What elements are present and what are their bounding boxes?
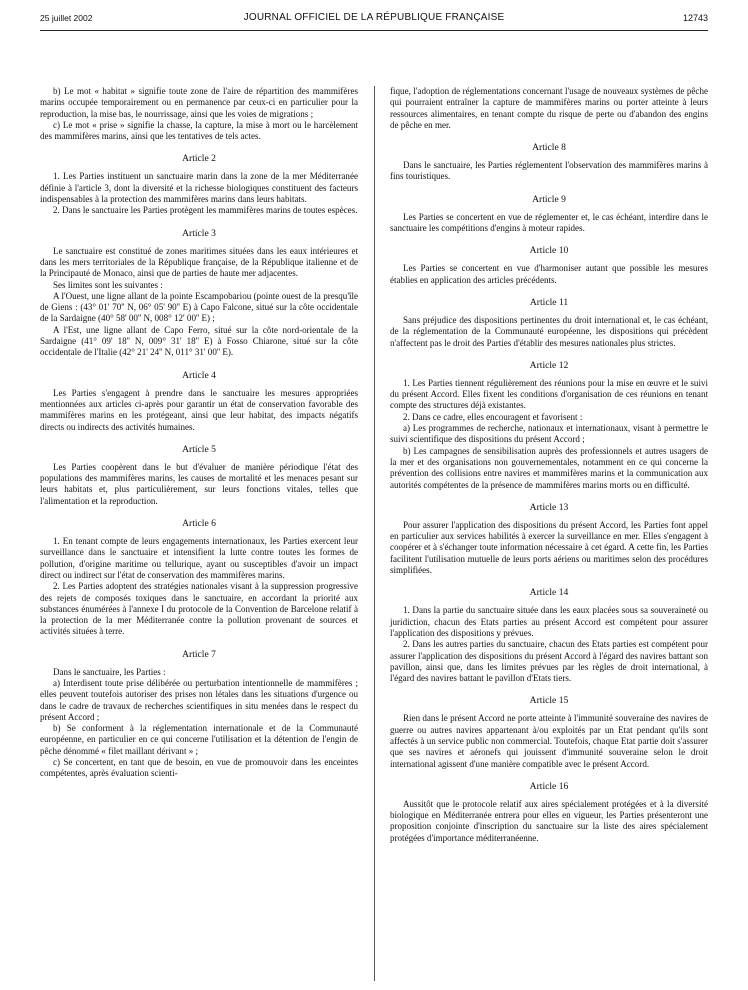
article-4-paragraph-1: Les Parties s'engagent à prendre dans le sanctuaire les mesures appropriées mentionnées aux articles ci-après pour garantir un état de conservation favorable des mammifères marins en les protégeant, ainsi que leur habitat, des impacts négatifs directs ou indirects des activités humaines. [40, 387, 358, 432]
definition-habitat: b) Le mot « habitat » signifie toute zone de l'aire de répartition des mammifères marins occupée temporairement ou en permanence par ceux-ci en particulier pour la reproduction, la mise bas, le nourrissage, ainsi que les voies de migrations ; [40, 86, 358, 119]
left-column [40, 86, 358, 780]
article-13-paragraph-1: Pour assurer l'application des dispositions du présent Accord, les Parties font appel en particulier aux services habilités à exercer la surveillance en mer. Elles s'engagent à coopérer et à s'échanger toute information nécessaire à cet égard. A cette fin, les Parties facilitent l'utilisation mutuelle de leurs ports aériens ou maritimes selon des procédures simplifiées. [390, 519, 708, 576]
article-10-title: Article 10 [529, 245, 569, 257]
header-date: 25 juillet 2002 [40, 13, 93, 23]
article-7-item-b: b) Se conforment à la réglementation internationale et de la Communauté européenne, en particulier en ce qui concerne l'utilisation et la détention de l'engin de pêche dénommé « filet maillant dérivant » ; [40, 723, 358, 756]
article-10-paragraph-1: Les Parties se concertent en vue d'harmoniser autant que possible les mesures établies en application des articles précédents. [390, 263, 708, 285]
article-12-paragraph-1: 1. Les Parties tiennent régulièrement des réunions pour la mise en œuvre et le suivi du présent Accord. Elles fixent les conditions d'organisation de ces réunions en tenant compte des structures déjà existantes. [390, 377, 708, 411]
article-12-paragraph-2: 2. Dans ce cadre, elles encouragent et favorisent : [403, 411, 583, 422]
article-7-item-a: a) Interdisent toute prise délibérée ou perturbation intentionnelle de mammifères ; elles peuvent toutefois autoriser des prises non létales dans les situations d'urgence ou dans le cadre de travaux de recherches scientifiques in situ menées dans le respect du présent Accord ; [40, 677, 358, 722]
article-7-item-c-continued: fique, l'adoption de réglementations concernant l'usage de nouveaux systèmes de pêche qui pourraient entraîner la capture de mammifères marins ou porter atteinte à leurs ressources alimentaires, en tenant compte du risque de perte ou d'abandon des engins de pêche en mer. [390, 86, 708, 130]
definition-prise: c) Le mot « prise » signifie la chasse, la capture, la mise à mort ou le harcèlement des mammifères marins, ainsi que les tentatives de tels actes. [40, 119, 358, 142]
article-7-title: Article 7 [182, 648, 216, 660]
article-7-item-c: c) Se concertent, en tant que de besoin, en vue de promouvoir dans les enceintes compétentes, après évaluation scienti- [40, 757, 358, 779]
article-14-title: Article 14 [529, 587, 569, 599]
article-12-item-a: a) Les programmes de recherche, nationaux et internationaux, visant à permettre le suivi scientifique des dispositions du présent Accord ; [390, 423, 708, 445]
article-8-paragraph-1: Dans le sanctuaire, les Parties réglementent l'observation des mammifères marins à fins touristiques. [390, 160, 708, 182]
header-title: JOURNAL OFFICIEL DE LA RÉPUBLIQUE FRANÇAISE [243, 12, 505, 23]
header-page-number: 12743 [682, 13, 708, 23]
article-2-paragraph-1: 1. Les Parties instituent un sanctuaire marin dans la zone de la mer Méditerranée définie à l'article 3, dont la diversité et la richesse biologiques constituent des facteurs indispensables à la protection des mammifères marins dans leurs habitats. [40, 171, 358, 205]
article-3-paragraph-3: A l'Ouest, une ligne allant de la pointe Escampobariou (pointe ouest de la presqu'île de Giens : (43° 01' 70'' N, 06° 05' 90'' E) à Capo Falcone, situé sur la côte occidentale de la Sardaigne (40° 58' 00'' N, 008° 12' 00'' E) ; [40, 290, 358, 324]
article-15-title: Article 15 [529, 695, 569, 707]
page-header [40, 12, 708, 31]
article-4-title: Article 4 [182, 369, 216, 381]
article-6-paragraph-1: 1. En tenant compte de leurs engagements internationaux, les Parties exercent leur surveillance dans le sanctuaire et intensifient la lutte contre toutes les formes de pollution, d'origine maritime ou tellurique, ayant ou susceptibles d'avoir un impact direct ou indirect sur l'état de conservation des mammifères marins. [40, 536, 358, 580]
article-11-paragraph-1: Sans préjudice des dispositions pertinentes du droit international et, le cas échéant, de la réglementation de la Communauté européenne, les dispositions qui précèdent n'affectent pas le droit des Parties d'établir des mesures nationales plus strictes. [390, 314, 708, 348]
article-3-title: Article 3 [182, 227, 216, 239]
article-5-paragraph-1: Les Parties coopèrent dans le but d'évaluer de manière périodique l'état des populations des mammifères marins, les causes de mortalité et les menaces pesant sur leurs habitats et, plus particulièrement, sur leurs fonctions vitales, telles que l'alimentation et la reproduction. [40, 461, 358, 506]
article-8-title: Article 8 [532, 142, 566, 154]
article-13-title: Article 13 [529, 501, 569, 513]
article-2-paragraph-2: 2. Dans le sanctuaire les Parties protègent les mammifères marins de toutes espèces. [53, 205, 358, 216]
article-5-title: Article 5 [182, 443, 216, 455]
article-3-paragraph-2: Ses limites sont les suivantes : [53, 279, 163, 290]
article-14-paragraph-1: 1. Dans la partie du sanctuaire située dans les eaux placées sous sa souveraineté ou juridiction, chacun des Etats parties au présent Accord est compétent pour assurer l'application des dispositions y prévues. [390, 605, 708, 638]
article-12-item-b: b) Les campagnes de sensibilisation auprès des professionnels et autres usagers de la mer et des organisations non gouvernementales, notamment en ce qui concerne la prévention des collisions entre navires et mammifères marins et la communication aux autorités compétentes de la présence de mammifères marins morts ou en difficulté. [390, 445, 708, 490]
article-15-paragraph-1: Rien dans le présent Accord ne porte atteinte à l'immunité souveraine des navires de guerre ou autres navires appartenant à/ou exploités par un Etat pendant qu'ils sont affectés à un service public non commercial. Toutefois, chaque Etat partie doit s'assurer que ses navires et aéronefs qui jouissent d'immunité souveraine selon le droit international agissent d'une manière compatible avec le présent Accord. [390, 713, 708, 769]
article-3-paragraph-4: A l'Est, une ligne allant de Capo Ferro, situé sur la côte nord-orientale de la Sardaigne (41° 09' 18'' N, 009° 31' 18'' E) à Fosso Chiarone, situé sur la côte occidentale de l'Italie (42° 21' 24'' N, 011° 31' 00'' E). [40, 324, 358, 358]
article-7-paragraph-1: Dans le sanctuaire, les Parties : [53, 666, 166, 677]
article-12-title: Article 12 [529, 359, 569, 371]
article-9-title: Article 9 [532, 193, 566, 205]
column-divider [374, 86, 375, 981]
article-6-title: Article 6 [182, 518, 216, 530]
article-6-paragraph-2: 2. Les Parties adoptent des stratégies nationales visant à la suppression progressive des rejets de composés toxiques dans le sanctuaire, en accordant la priorité aux substances énumérées à l'annexe I du protocole de la Convention de Barcelone relatif à la protection de la mer Méditerranée contre la pollution provenant de sources et activités situées à terre. [40, 581, 358, 637]
article-9-paragraph-1: Les Parties se concertent en vue de réglementer et, le cas échéant, interdire dans le sanctuaire les compétitions d'engins à moteur rapides. [390, 211, 708, 234]
article-11-title: Article 11 [529, 296, 569, 308]
article-16-title: Article 16 [529, 780, 569, 792]
article-16-paragraph-1: Aussitôt que le protocole relatif aux aires spécialement protégées et à la diversité biologique en Méditerranée entrera pour elles en vigueur, les Parties présenteront une proposition conjointe d'inscription du sanctuaire sur la liste des aires spécialement protégées d'importance méditerranéenne. [390, 798, 708, 843]
article-2-title: Article 2 [182, 153, 216, 165]
article-3-paragraph-1: Le sanctuaire est constitué de zones maritimes situées dans les eaux intérieures et dans les mers territoriales de la République française, de la République italienne et de la Principauté de Monaco, ainsi que de parties de haute mer adjacentes. [40, 245, 358, 279]
right-column [390, 86, 708, 844]
article-14-paragraph-2: 2. Dans les autres parties du sanctuaire, chacun des Etats parties est compétent pour assurer l'application des dispositions du présent Accord à l'égard des navires battant son pavillon, ainsi que, dans les limites prévues par les règles de droit international, à l'égard des navires battant le pavillon d'Etats tiers. [390, 639, 708, 684]
